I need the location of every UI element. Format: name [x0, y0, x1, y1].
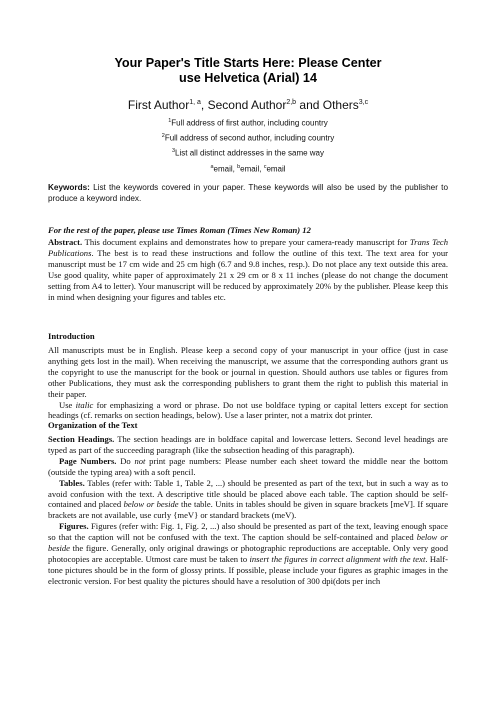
figures-text-3: . Half-tone pictures should be in the form of glossy prints. If possible, please include your figures as graphic images in the electronic version. For best quality the pictures should have a resolution of 300 dpi(dots per inch: [48, 553, 448, 586]
journal-name: Trans Tech Publications: [48, 237, 448, 258]
font-instruction: [48, 225, 448, 236]
tables-paragraph: [48, 478, 448, 522]
email-a-sup: a: [210, 164, 214, 170]
affiliation-1-text: Full address of first author, including country: [171, 118, 328, 128]
figures-paragraph: [48, 521, 448, 586]
affiliation-1-sup: 1: [168, 118, 172, 124]
introduction-heading-text: Introduction: [48, 331, 95, 341]
organization-heading-text: Organization of the Text: [48, 420, 138, 430]
affiliation-3-sup: 3: [171, 148, 176, 154]
tables-label: Tables.: [59, 477, 85, 488]
page-numbers-paragraph: [48, 456, 448, 478]
keywords-text: List the keywords covered in your paper. These keywords will also be used by the publisher to produce a keyword index.: [48, 183, 448, 203]
affiliation-2: [48, 131, 448, 144]
author-2-sup: 2,b: [286, 99, 297, 106]
page-numbers-text-1: Do: [116, 455, 135, 466]
section-headings-label: Section Headings.: [48, 434, 115, 444]
intro-p2-italic: italic: [75, 399, 94, 410]
figures-italic-2: insert the figures in correct alignment with the text: [249, 553, 426, 564]
author-separator-2: and Others: [296, 98, 359, 112]
organization-heading: [48, 420, 448, 431]
author-separator-1: ,: [200, 98, 208, 112]
introduction-heading: [48, 331, 448, 342]
tables-italic: below or beside: [123, 499, 179, 510]
email-b-sup: b: [237, 164, 241, 170]
abstract-label: Abstract.: [48, 237, 83, 247]
tables-text-2: the table. Units in tables should be given in square brackets [meV]. If square brackets are not available, use curly {meV} or standard brackets (meV).: [48, 499, 449, 521]
page-numbers-label: Page Numbers.: [59, 455, 117, 466]
keywords-paragraph: [48, 182, 448, 204]
abstract-text-2: . The best is to read these instructions and follow the outline of this text. The text area for your manuscript must be 17 cm wide and 25 cm high (6.7 and 9.8 inches, resp.). Do not place any text outside this area. Use good quality, white paper of approximately 21 x 29 cm or 8 x 11 inches (please do not change the document setting from A4 to letter). Your manuscript will be reduced by approximately 20% by the publisher. Please keep this in mind when designing your figures and tables etc.: [48, 247, 448, 302]
keywords-label: Keywords:: [48, 183, 90, 192]
email-line: [48, 162, 448, 175]
paper-title: [48, 56, 448, 86]
section-headings-paragraph: [48, 434, 448, 456]
organization-body: [48, 434, 448, 587]
affiliation-3: [48, 146, 448, 159]
figures-label: Figures.: [59, 521, 89, 532]
intro-p2-text-a: Use: [59, 399, 76, 410]
figures-italic-1: below or beside: [48, 532, 448, 554]
author-1-name: First Author: [127, 98, 190, 112]
figures-text-1: Figures (refer with: Fig. 1, Fig. 2, ...) also should be presented as part of the text, leaving enough space so that the caption will not be confused with the text. The caption should be self-contained and placed: [48, 521, 448, 543]
abstract-paragraph: [48, 237, 448, 302]
page-numbers-italic: not: [134, 455, 146, 466]
affiliation-2-text: Full address of second author, including country: [164, 133, 335, 143]
page-numbers-text-2: print page numbers: Please number each sheet toward the middle near the bottom (outside the typing area) with a soft pencil.: [48, 455, 448, 477]
section-headings-text: The section headings are in boldface capital and lowercase letters. Second level headings are typed as part of the succeeding paragraph (like the subsection heading of this paragraph).: [48, 434, 449, 455]
email-b-text: email,: [240, 164, 264, 174]
email-a-text: email,: [213, 164, 238, 174]
email-c-text: email: [266, 164, 286, 174]
introduction-paragraph-2: [48, 400, 448, 422]
affiliation-1: [48, 116, 448, 129]
introduction-body: [48, 345, 448, 421]
author-1-sup: 1, a: [189, 99, 201, 106]
affiliation-3-text: List all distinct addresses in the same way: [175, 148, 325, 158]
abstract-text-1: This document explains and demonstrates how to prepare your camera-ready manuscript for: [82, 237, 410, 247]
font-instruction-text: For the rest of the paper, please use Times Roman (Times New Roman) 12: [48, 225, 311, 235]
author-line: [48, 96, 448, 112]
title-line-2: use Helvetica (Arial) 14: [179, 71, 317, 85]
affiliation-2-sup: 2: [161, 133, 165, 139]
introduction-paragraph-1: All manuscripts must be in English. Please keep a second copy of your manuscript in your office (just in case anything gets lost in the mail). When receiving the manuscript, we assume that the corresponding authors grant us the copyright to use the manuscript for the book or journal in question. Should authors use tables or figures from other Publications, they must ask the corresponding publishers to grant them the right to publish this material in their paper.: [48, 345, 448, 399]
intro-p2-text-b: for emphasizing a word or phrase. Do not use boldface typing or capital letters except for section headings (cf. remarks on section headings, below). Use a laser printer, not a matrix dot printer.: [48, 399, 448, 421]
title-line-1: Your Paper's Title Starts Here: Please Center: [114, 56, 382, 70]
author-2-name: Second Author: [207, 98, 287, 112]
email-c-sup: c: [263, 164, 267, 170]
author-3-sup: 3,c: [358, 99, 369, 106]
tables-text-1: Tables (refer with: Table 1, Table 2, ...) should be presented as part of the text, but in such a way as to avoid confusion with the text. A descriptive title should be placed above each table. The caption should be self-contained and placed: [48, 477, 448, 510]
figures-text-2: the figure. Generally, only original drawings or photographic reproductions are acceptable. Only very good photocopies are acceptable. Utmost care must be taken to: [48, 543, 448, 564]
